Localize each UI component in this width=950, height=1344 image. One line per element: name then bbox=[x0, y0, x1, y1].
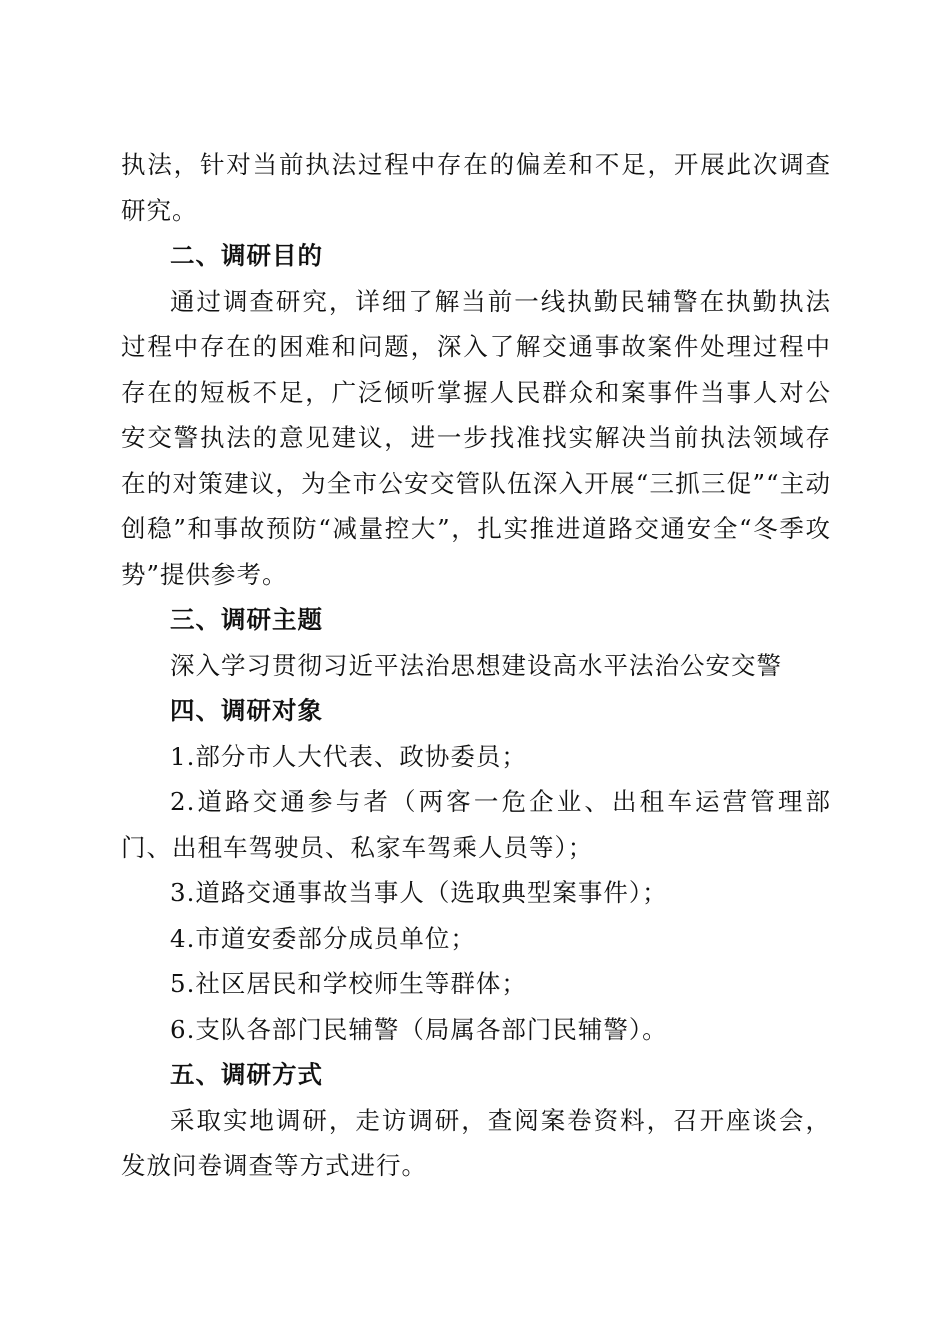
intro-continuation-paragraph: 执法，针对当前执法过程中存在的偏差和不足，开展此次调查研究。 bbox=[121, 150, 831, 225]
subject-list-item: 2.道路交通参与者（两客一危企业、出租车运营管理部门、出租车驾驶员、私家车驾乘人员等）； bbox=[121, 787, 831, 862]
section-heading-theme: 三、调研主题 bbox=[170, 605, 323, 634]
subject-list-item: 3.道路交通事故当事人（选取典型案事件）； bbox=[170, 878, 668, 907]
subject-list-item: 4.市道安委部分成员单位； bbox=[170, 923, 476, 953]
methods-paragraph: 采取实地调研，走访调研，查阅案卷资料，召开座谈会，发放问卷调查等方式进行。 bbox=[121, 1105, 831, 1180]
section-heading-subjects: 四、调研对象 bbox=[170, 696, 323, 725]
section-heading-purpose: 二、调研目的 bbox=[170, 241, 323, 270]
section-heading-methods: 五、调研方式 bbox=[170, 1060, 323, 1089]
subject-list-item: 6.支队各部门民辅警（局属各部门民辅警）。 bbox=[170, 1014, 668, 1044]
document-body bbox=[121, 142, 831, 1189]
purpose-paragraph: 通过调查研究，详细了解当前一线执勤民辅警在执勤执法过程中存在的困难和问题，深入了解交通事故案件处理过程中存在的短板不足，广泛倾听掌握人民群众和案事件当事人对公安交警执法的意见建议，进一步找准找实解决当前执法领域存在的对策建议，为全市公安交管队伍深入开展“三抓三促”“主动创稳”和事故预防“减量控大”，扎实推进道路交通安全“冬季攻势”提供参考。 bbox=[121, 286, 831, 589]
subject-list-item: 5.社区居民和学校师生等群体； bbox=[170, 969, 527, 998]
subject-list-item: 1.部分市人大代表、政协委员； bbox=[170, 741, 527, 771]
theme-paragraph: 深入学习贯彻习近平法治思想建设高水平法治公安交警 bbox=[170, 650, 782, 680]
